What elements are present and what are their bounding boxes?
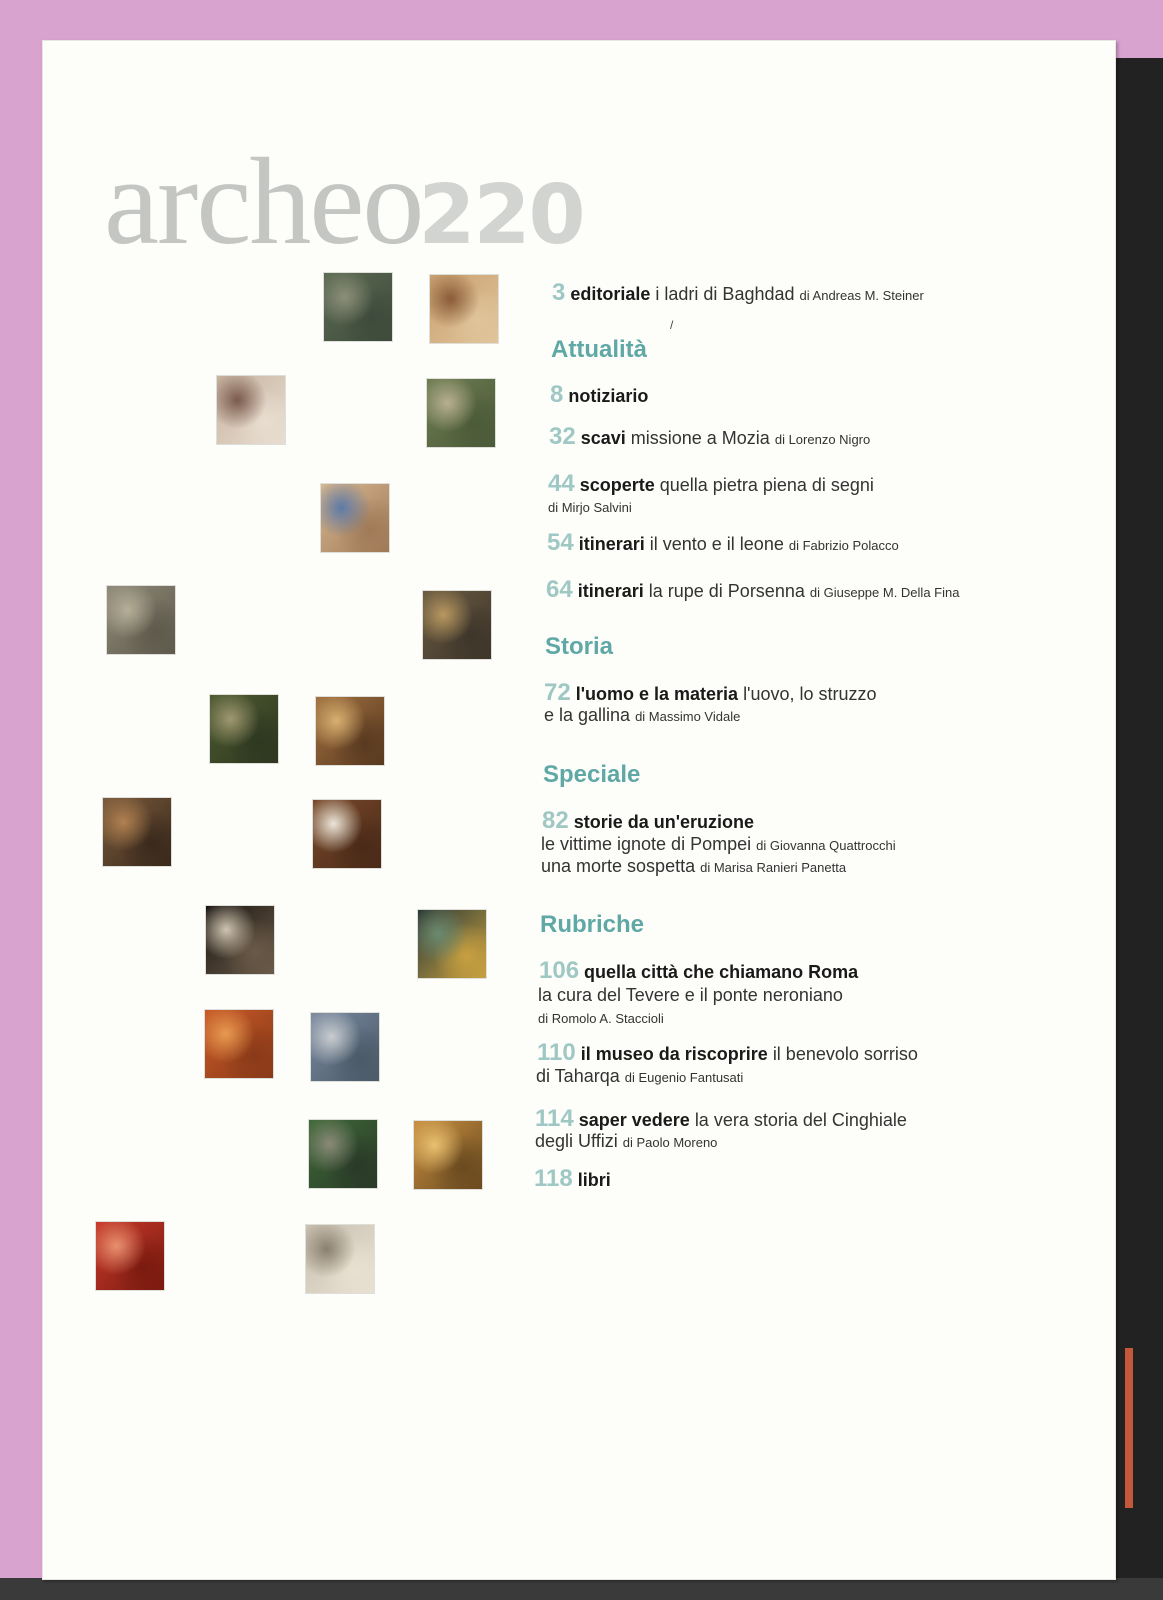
toc-entry-uomo-materia[interactable] <box>544 680 877 706</box>
entry-author: di Andreas M. Steiner <box>799 288 924 303</box>
toc-entry-eruzione[interactable] <box>542 808 754 834</box>
toc-entry-editoriale[interactable] <box>552 280 924 306</box>
entry-subtitle: una morte sospetta <box>541 856 696 876</box>
stone-ruins-photo <box>324 273 392 341</box>
entry-subtitle-continued: di Taharqa <box>536 1066 620 1086</box>
entry-keyword: editoriale <box>570 284 651 304</box>
toc-entry-libri[interactable] <box>534 1166 611 1192</box>
page-number: 44 <box>548 470 575 497</box>
page-number: 118 <box>534 1165 573 1192</box>
cover-accent-stripe <box>1125 1348 1133 1508</box>
eggshell-beads-photo <box>313 800 381 868</box>
entry-author: di Fabrizio Polacco <box>788 538 899 553</box>
page-number: 3 <box>552 279 566 306</box>
masthead-title: archeo <box>104 133 423 270</box>
entry-subtitle-continued: e la gallina <box>544 705 631 725</box>
bottom-dark-edge <box>0 1578 1163 1600</box>
amphorae-photo <box>423 591 491 659</box>
entry-subtitle: la cura del Tevere e il ponte neroniano <box>538 985 843 1005</box>
toc-entry-scoperte-author <box>548 497 632 517</box>
entry-subtitle: missione a Mozia <box>630 428 770 448</box>
entry-author: di Marisa Ranieri Panetta <box>700 860 847 875</box>
page-number: 8 <box>550 381 564 408</box>
entry-subtitle: il vento e il leone <box>649 534 784 554</box>
entry-keyword: notiziario <box>568 386 649 406</box>
entry-keyword: scoperte <box>579 475 655 495</box>
entry-subtitle: il benevolo sorriso <box>772 1044 918 1064</box>
entry-keyword: itinerari <box>578 534 645 554</box>
section-heading-attualita: Attualità <box>551 336 647 363</box>
rock-face-photo <box>107 586 175 654</box>
toc-entry-eruzione-article-2[interactable] <box>541 857 846 877</box>
toc-entry-roma[interactable] <box>539 958 858 984</box>
entry-subtitle: l'uovo, lo struzzo <box>743 684 877 704</box>
temple-columns-photo <box>316 697 384 765</box>
toc-entry-museo-cont <box>536 1067 743 1087</box>
toc-entry-roma-author <box>538 1008 664 1028</box>
entry-keyword: saper vedere <box>578 1110 690 1130</box>
section-heading-rubriche: Rubriche <box>540 911 645 938</box>
marble-sculpture-photo <box>306 1225 374 1293</box>
entry-subtitle: la rupe di Porsenna <box>648 581 805 601</box>
section-heading-storia: Storia <box>545 633 614 660</box>
toc-entry-itinerari-vento[interactable] <box>547 530 899 556</box>
boar-statue-photo <box>309 1120 377 1188</box>
masthead <box>104 133 584 270</box>
toc-entry-eruzione-article-1[interactable] <box>541 835 896 855</box>
entry-keyword: storie da un'eruzione <box>573 812 755 832</box>
magazine-page <box>42 40 1116 1580</box>
entry-keyword: itinerari <box>577 581 644 601</box>
entry-subtitle-continued: degli Uffizi <box>535 1131 618 1151</box>
ostrich-egg-carving-photo <box>206 906 274 974</box>
excavation-worker-photo <box>430 275 498 343</box>
entry-subtitle: le vittime ignote di Pompei <box>541 834 752 854</box>
section-heading-speciale: Speciale <box>543 761 641 788</box>
cliff-village-photo <box>210 695 278 763</box>
entry-keyword: scavi <box>580 428 626 448</box>
red-mosaic-photo <box>96 1222 164 1290</box>
adjacent-dark-cover <box>1108 58 1163 1600</box>
inscription-study-photo <box>321 484 389 552</box>
entry-author: di Paolo Moreno <box>622 1135 718 1150</box>
page-number: 106 <box>539 957 580 984</box>
entry-author: di Giuseppe M. Della Fina <box>809 585 960 600</box>
toc-entry-scoperte[interactable] <box>548 471 874 497</box>
tiber-rocks-photo <box>311 1013 379 1081</box>
toc-entry-museo[interactable] <box>537 1040 918 1066</box>
entry-keyword: quella città che chiamano Roma <box>584 962 859 982</box>
dig-site-worker-photo <box>427 379 495 447</box>
entry-author: di Lorenzo Nigro <box>774 432 871 447</box>
stray-mark: / <box>670 318 674 332</box>
pompeii-cast-photo <box>103 798 171 866</box>
page-number: 32 <box>549 423 576 450</box>
fresco-fragment-photo <box>217 376 285 444</box>
entry-author: di Giovanna Quattrocchi <box>756 838 896 853</box>
toc-entry-uomo-materia-cont <box>544 706 740 726</box>
toc-entry-saper-vedere[interactable] <box>535 1106 907 1132</box>
toc-entry-saper-vedere-cont <box>535 1132 717 1152</box>
entry-author: di Massimo Vidale <box>635 709 741 724</box>
toc-entry-itinerari-rupe[interactable] <box>546 577 959 603</box>
issue-number: 220 <box>418 168 584 263</box>
entry-keyword: il museo da riscoprire <box>580 1044 768 1064</box>
entry-author: di Eugenio Fantusati <box>624 1070 744 1085</box>
page-number: 82 <box>542 807 569 834</box>
entry-subtitle: quella pietra piena di segni <box>659 475 874 495</box>
page-number: 114 <box>535 1105 574 1132</box>
orange-fresco-photo <box>205 1010 273 1078</box>
page-number: 72 <box>544 679 571 706</box>
toc-entry-notiziario[interactable] <box>550 382 648 408</box>
page-number: 64 <box>546 576 573 603</box>
entry-subtitle: la vera storia del Cinghiale <box>694 1110 907 1130</box>
toc-entry-roma-subtitle <box>538 986 843 1006</box>
page-number: 54 <box>547 529 574 556</box>
roman-bridge-night-photo <box>418 910 486 978</box>
entry-keyword: libri <box>577 1170 611 1190</box>
entry-keyword: l'uomo e la materia <box>575 684 739 704</box>
entry-author: di Romolo A. Staccioli <box>538 1011 664 1026</box>
page-number: 110 <box>537 1039 576 1066</box>
entry-subtitle: i ladri di Baghdad <box>655 284 795 304</box>
toc-entry-scavi[interactable] <box>549 424 870 450</box>
entry-author: di Mirjo Salvini <box>548 500 632 515</box>
museum-building-photo <box>414 1121 482 1189</box>
